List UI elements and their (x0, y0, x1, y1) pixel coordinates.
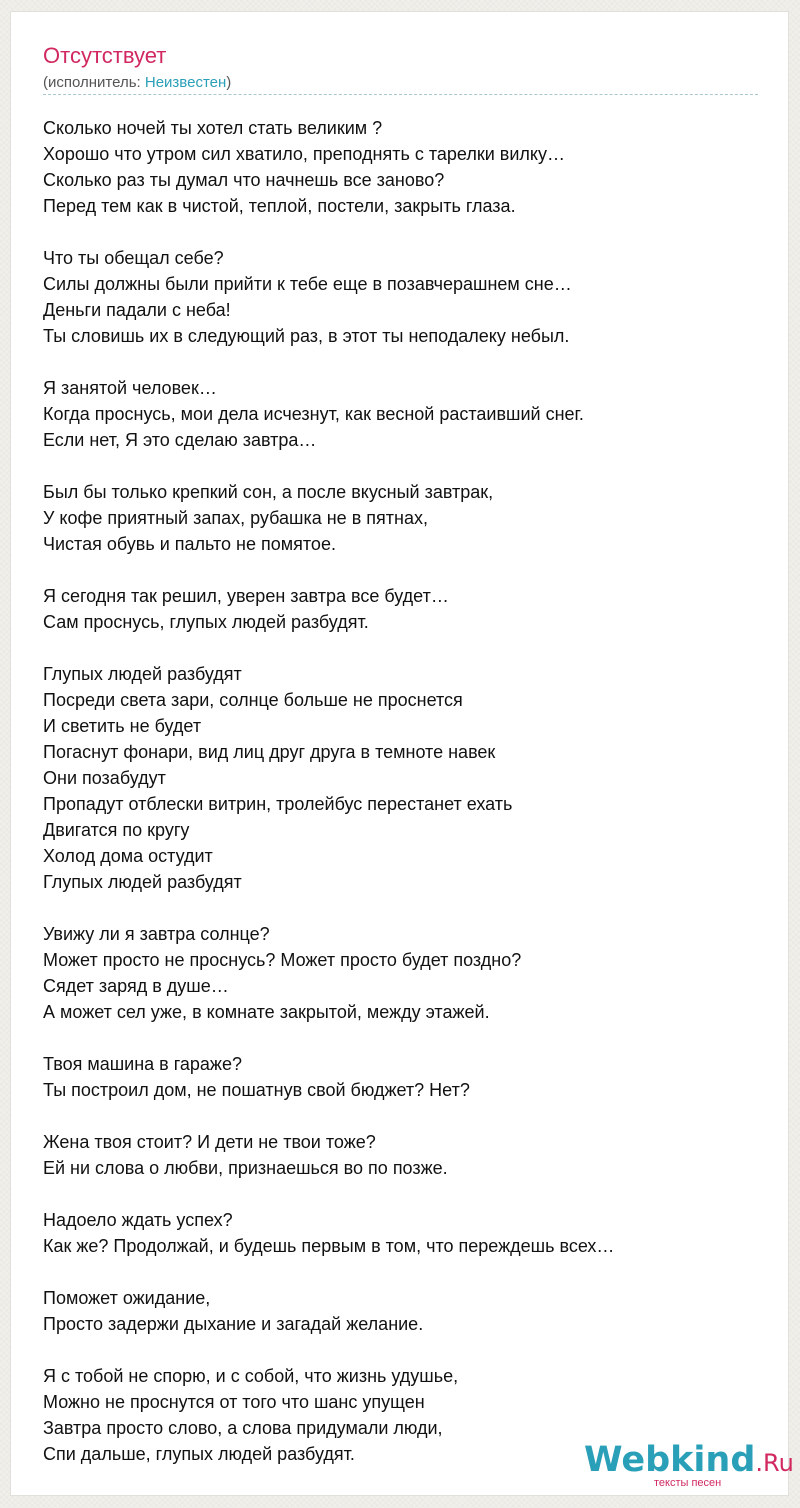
lyrics-line: Как же? Продолжай, и будешь первым в том, что переждешь всех… (43, 1236, 615, 1256)
lyrics-line: Завтра просто слово, а слова придумали люди, (43, 1418, 443, 1438)
lyrics-line: Что ты обещал себе? (43, 248, 224, 268)
lyrics-line: Был бы только крепкий сон, а после вкусный завтрак, (43, 482, 494, 502)
lyrics-stanza (43, 115, 763, 219)
lyrics-stanza (43, 661, 763, 895)
lyrics-line: Сам проснусь, глупых людей разбудят. (43, 612, 369, 632)
lyrics-line: Я с тобой не спорю, и с собой, что жизнь удушье, (43, 1366, 459, 1386)
artist-link[interactable]: Неизвестен (144, 74, 227, 91)
lyrics-line: Когда проснусь, мои дела исчезнут, как весной растаивший снег. (43, 404, 584, 424)
lyrics-line: Увижу ли я завтра солнце? (43, 924, 270, 944)
lyrics-text (43, 102, 763, 1493)
lyrics-line: Глупых людей разбудят (43, 664, 242, 684)
lyrics-stanza (43, 583, 763, 635)
lyrics-line: А может сел уже, в комнате закрытой, между этажей. (43, 1002, 490, 1022)
song-title: Отсутствует (43, 43, 167, 68)
lyrics-line: Погаснут фонари, вид лиц друг друга в темноте навек (43, 742, 496, 762)
title-separator (43, 94, 758, 95)
logo-tagline: тексты песен (654, 1477, 722, 1489)
lyrics-line: Поможет ожидание, (43, 1288, 211, 1308)
lyrics-line: Холод дома остудит (43, 846, 213, 866)
lyrics-stanza (43, 921, 763, 1025)
artist-prefix: (исполнитель: (43, 74, 145, 91)
lyrics-line: Двигатся по кругу (43, 820, 190, 840)
lyrics-line: Можно не проснутся от того что шанс упущен (43, 1392, 425, 1412)
lyrics-stanza (43, 1051, 763, 1103)
lyrics-line: Глупых людей разбудят (43, 872, 242, 892)
lyrics-line: Силы должны были прийти к тебе еще в позавчерашнем сне… (43, 274, 572, 294)
lyrics-line: Ты построил дом, не пошатнув свой бюджет? Нет? (43, 1080, 470, 1100)
lyrics-line: Перед тем как в чистой, теплой, постели, закрыть глаза. (43, 196, 516, 216)
lyrics-line: Твоя машина в гараже? (43, 1054, 242, 1074)
lyrics-line: Посреди света зари, солнце больше не проснется (43, 690, 463, 710)
artist-line (43, 73, 231, 93)
lyrics-line: Ты словишь их в следующий раз, в этот ты неподалеку небыл. (43, 326, 570, 346)
artist-suffix: ) (226, 74, 232, 91)
lyrics-line: Ей ни слова о любви, признаешься во по позже. (43, 1158, 448, 1178)
lyrics-line: Жена твоя стоит? И дети не твои тоже? (43, 1132, 376, 1152)
lyrics-line: Они позабудут (43, 768, 166, 788)
lyrics-line: И светить не будет (43, 716, 202, 736)
lyrics-line: Может просто не проснусь? Может просто будет поздно? (43, 950, 522, 970)
lyrics-line: Сколько раз ты думал что начнешь все заново? (43, 170, 445, 190)
lyrics-line: Я сегодня так решил, уверен завтра все будет… (43, 586, 449, 606)
lyrics-line: Чистая обувь и пальто не помятое. (43, 534, 336, 554)
lyrics-stanza (43, 375, 763, 453)
lyrics-stanza (43, 245, 763, 349)
site-logo[interactable] (584, 1440, 794, 1500)
lyrics-line: Сколько ночей ты хотел стать великим ? (43, 118, 383, 138)
lyrics-line: Я занятой человек… (43, 378, 217, 398)
lyrics-stanza (43, 1129, 763, 1181)
lyrics-line: Хорошо что утром сил хватило, преподнять с тарелки вилку… (43, 144, 565, 164)
lyrics-line: Сядет заряд в душе… (43, 976, 229, 996)
lyrics-line: У кофе приятный запах, рубашка не в пятнах, (43, 508, 428, 528)
logo-main-text: Webkind (584, 1440, 756, 1480)
lyrics-stanza (43, 1285, 763, 1337)
lyrics-stanza (43, 479, 763, 557)
logo-domain-suffix: .Ru (755, 1449, 794, 1477)
lyrics-line: Надоело ждать успех? (43, 1210, 233, 1230)
lyrics-line: Спи дальше, глупых людей разбудят. (43, 1444, 355, 1464)
lyrics-line: Просто задержи дыхание и загадай желание. (43, 1314, 424, 1334)
lyrics-line: Если нет, Я это сделаю завтра… (43, 430, 317, 450)
lyrics-page (10, 11, 794, 1496)
lyrics-line: Пропадут отблески витрин, тролейбус перестанет ехать (43, 794, 513, 814)
lyrics-line: Деньги падали с неба! (43, 300, 231, 320)
lyrics-stanza (43, 1207, 763, 1259)
